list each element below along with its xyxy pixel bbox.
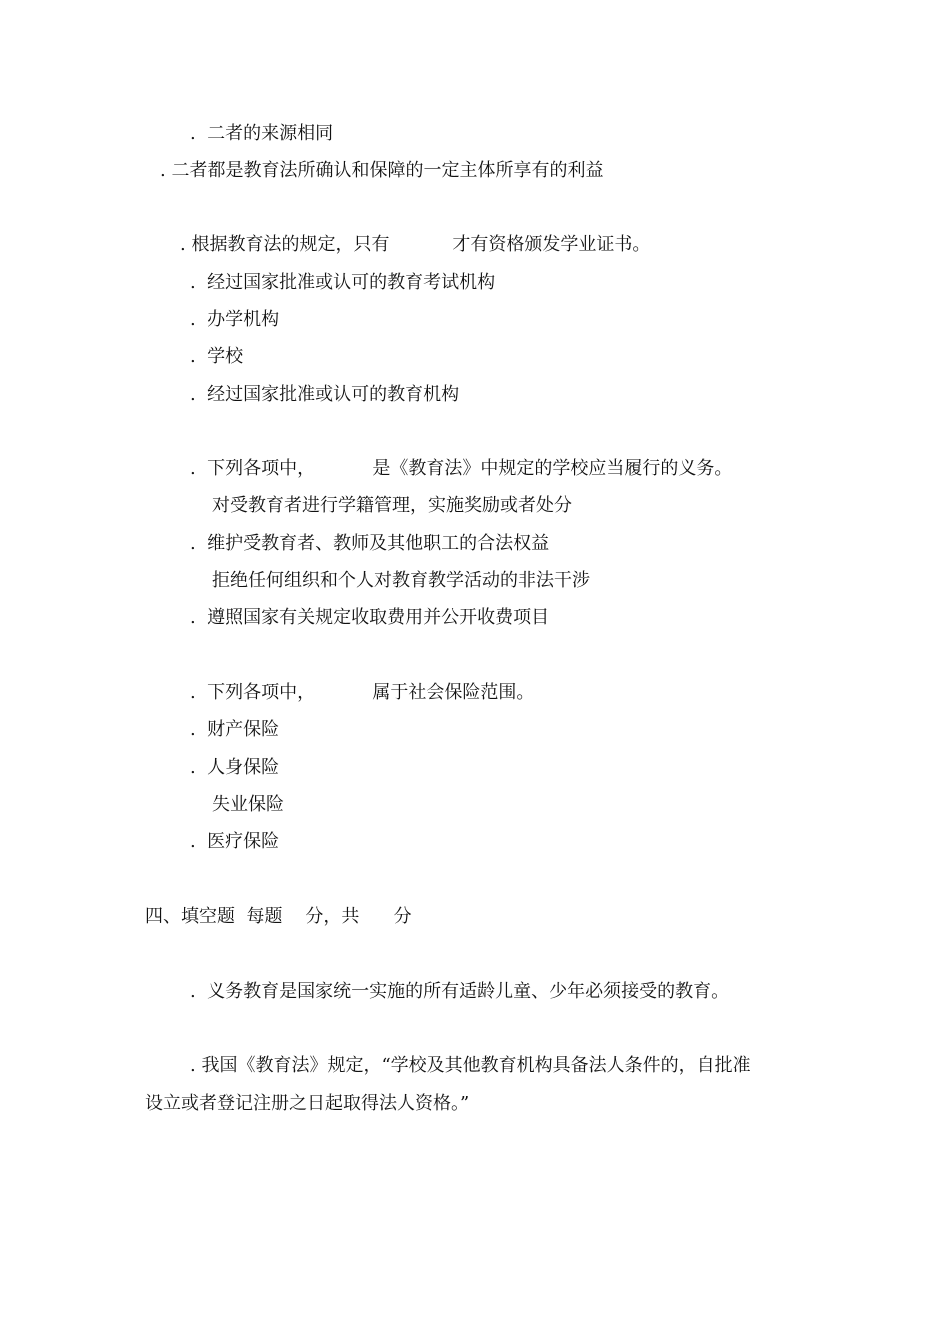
question-line: . 下列各项中， 是《教育法》中规定的学校应当履行的义务。	[190, 458, 733, 479]
option-line: 失业保险	[212, 794, 284, 815]
option-line: 拒绝任何组织和个人对教育教学活动的非法干涉	[212, 570, 590, 591]
option-line: . 二者的来源相同	[190, 123, 334, 144]
question-line: . 下列各项中， 属于社会保险范围。	[190, 682, 535, 703]
option-line: . 经过国家批准或认可的教育机构	[190, 384, 460, 405]
question-line: . 义务教育是国家统一实施的所有适龄儿童、少年必须接受的教育。	[190, 981, 730, 1002]
option-line: . 学校	[190, 346, 244, 367]
question-line: . 根据教育法的规定，只有 才有资格颁发学业证书。	[180, 234, 651, 255]
option-line: 对受教育者进行学籍管理，实施奖励或者处分	[212, 495, 572, 516]
question-line: 设立或者登记注册之日起取得法人资格。”	[145, 1093, 470, 1114]
option-line: . 人身保险	[190, 757, 280, 778]
option-line: . 医疗保险	[190, 831, 280, 852]
option-line: . 办学机构	[190, 309, 280, 330]
section-heading: 四、填空题 每题 分，共 分	[145, 906, 412, 927]
option-line: . 维护受教育者、教师及其他职工的合法权益	[190, 533, 550, 554]
option-line: . 财产保险	[190, 719, 280, 740]
option-line: . 二者都是教育法所确认和保障的一定主体所享有的利益	[160, 160, 604, 181]
option-line: . 遵照国家有关规定收取费用并公开收费项目	[190, 607, 550, 628]
option-line: . 经过国家批准或认可的教育考试机构	[190, 272, 496, 293]
question-line: . 我国《教育法》规定，“学校及其他教育机构具备法人条件的，自批准	[190, 1055, 751, 1076]
